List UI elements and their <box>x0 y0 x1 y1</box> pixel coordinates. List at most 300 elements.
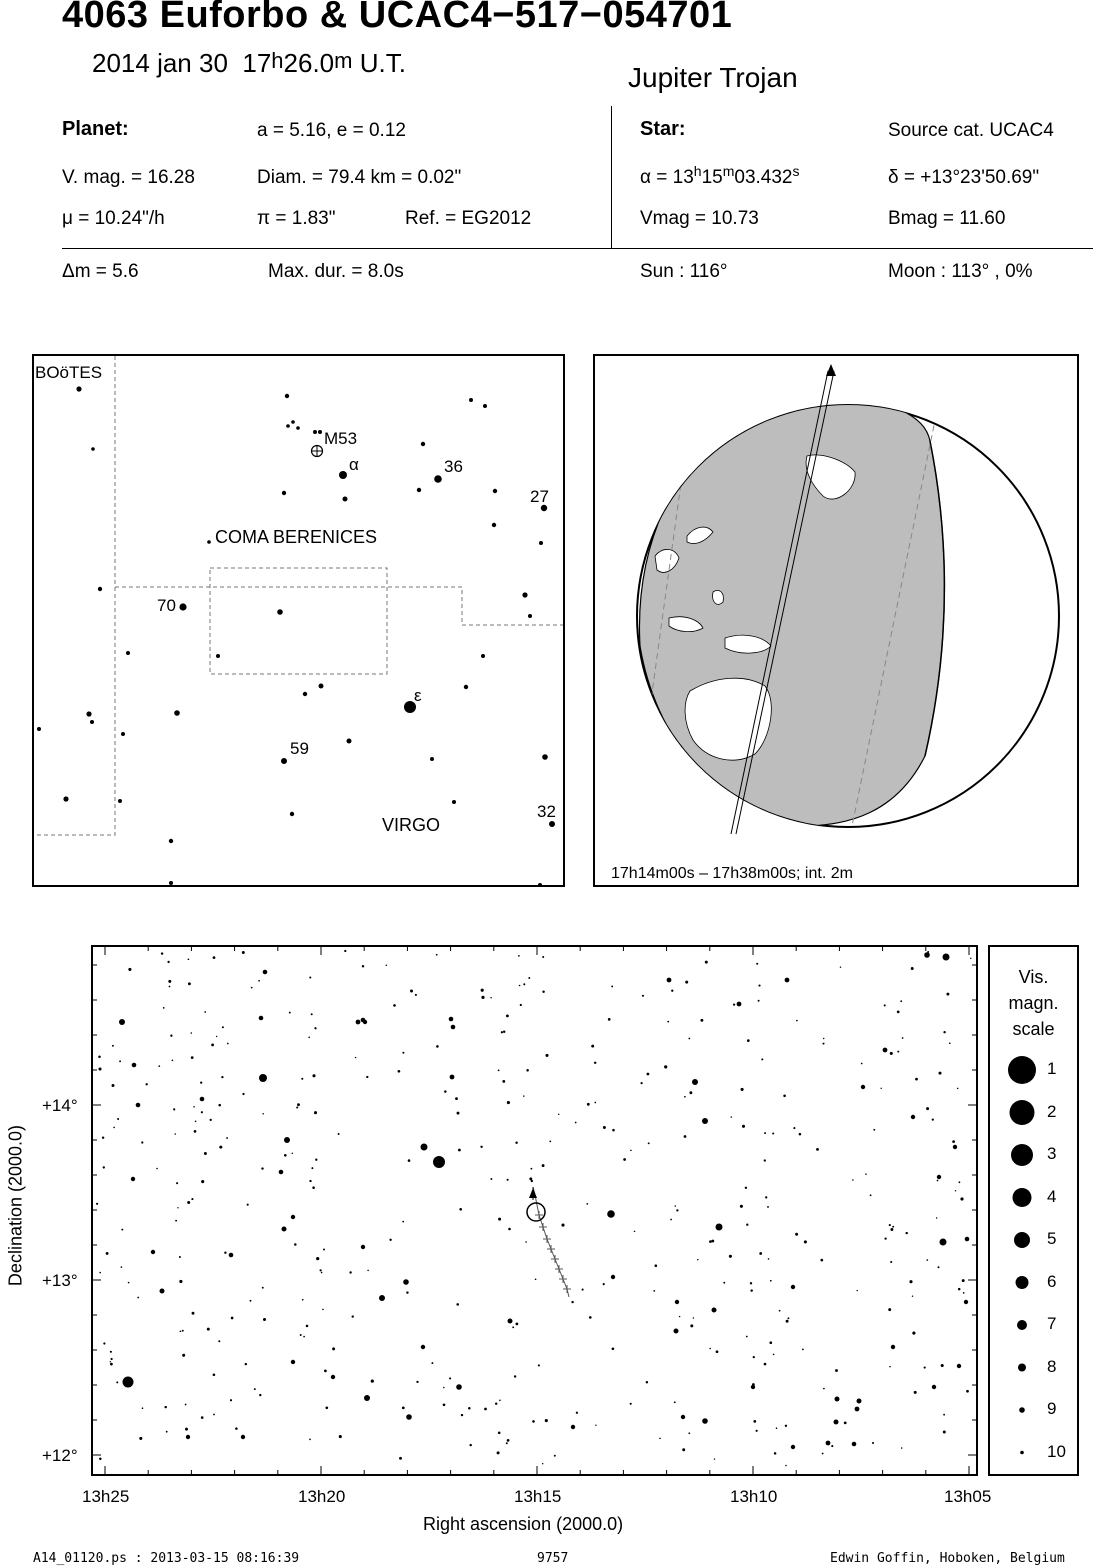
faint-field-star <box>671 990 673 992</box>
x-tick-13h05: 13h05 <box>944 1487 992 1506</box>
detail-star-field <box>93 947 976 1474</box>
faint-field-star <box>603 1126 606 1129</box>
y-tick-14: +14° <box>42 1096 78 1115</box>
faint-field-star <box>322 1309 324 1311</box>
faint-field-star <box>761 1058 763 1060</box>
faint-field-star <box>776 1427 778 1429</box>
faint-field-star <box>218 1104 221 1107</box>
footer-file-info: A14_01120.ps : 2013-03-15 08:16:39 <box>33 1551 300 1566</box>
field-star <box>891 1345 895 1349</box>
finder-star <box>319 684 324 689</box>
faint-field-star <box>892 1226 894 1228</box>
faint-field-star <box>263 1318 266 1321</box>
finder-star <box>538 883 542 885</box>
header-divider <box>62 248 1093 249</box>
finder-star <box>277 609 283 615</box>
field-star <box>151 1250 155 1254</box>
faint-field-star <box>324 1370 327 1373</box>
finder-star <box>179 603 186 610</box>
faint-field-star <box>284 1154 287 1157</box>
faint-field-star <box>174 1133 176 1135</box>
finder-star <box>296 426 300 430</box>
legend-magnitude-dot <box>1017 1320 1027 1330</box>
field-star <box>826 1441 831 1446</box>
faint-field-star <box>518 955 520 957</box>
field-star <box>883 1048 888 1053</box>
faint-field-star <box>191 1056 194 1059</box>
faint-field-star <box>941 1364 944 1367</box>
faint-field-star <box>752 1383 755 1386</box>
faint-field-star <box>247 1204 249 1206</box>
faint-field-star <box>785 1425 787 1427</box>
faint-field-star <box>924 1367 926 1369</box>
faint-field-star <box>714 1458 715 1459</box>
faint-field-star <box>684 1135 687 1138</box>
finder-star <box>343 497 348 502</box>
faint-field-star <box>393 1004 396 1007</box>
faint-field-star <box>204 1152 207 1155</box>
field-star <box>911 1115 915 1119</box>
finder-star <box>285 394 289 398</box>
faint-field-star <box>457 1112 460 1115</box>
star-ra-hours: α = 13 <box>640 167 694 188</box>
faint-field-star <box>469 1444 471 1446</box>
finder-star <box>63 796 68 801</box>
shadow-direction-arrow-icon <box>826 364 836 376</box>
legend-title-line2: magn. <box>1008 993 1059 1013</box>
faint-field-star <box>535 1278 537 1280</box>
finder-star <box>339 471 347 479</box>
faint-field-star <box>731 1116 732 1117</box>
finder-star <box>90 720 94 724</box>
faint-field-star <box>970 958 971 959</box>
finder-chart-panel <box>32 354 565 887</box>
star-ra-m-unit: m <box>722 163 735 179</box>
faint-field-star <box>594 1102 596 1104</box>
faint-field-star <box>943 1031 945 1033</box>
faint-field-star <box>576 1412 578 1414</box>
faint-field-star <box>314 1027 316 1029</box>
faint-field-star <box>587 1103 590 1106</box>
faint-field-star <box>799 1133 802 1136</box>
faint-field-star <box>889 1366 891 1368</box>
faint-field-star <box>856 1290 857 1291</box>
faint-field-star <box>575 1122 577 1124</box>
field-star <box>421 1144 428 1151</box>
faint-field-star <box>630 1403 632 1405</box>
x-tick-13h15: 13h15 <box>514 1487 562 1506</box>
field-star <box>361 1245 365 1249</box>
time-minutes-unit: m <box>334 48 353 73</box>
finder-star <box>303 692 307 696</box>
faint-field-star <box>912 1296 913 1297</box>
faint-field-star <box>242 1093 244 1095</box>
faint-field-star <box>190 1032 192 1034</box>
faint-field-star <box>204 1011 206 1013</box>
faint-field-star <box>844 1422 847 1425</box>
faint-field-star <box>103 1166 105 1168</box>
faint-field-star <box>746 1224 748 1226</box>
faint-field-star <box>224 1252 226 1254</box>
field-star <box>421 1345 425 1349</box>
faint-field-star <box>960 1197 963 1200</box>
faint-field-star <box>323 1249 325 1251</box>
finder-star <box>207 540 211 544</box>
faint-field-star <box>785 1465 787 1467</box>
star-bmag: Bmag = 11.60 <box>888 208 1006 229</box>
faint-field-star <box>507 1101 510 1104</box>
faint-field-star <box>711 1240 714 1243</box>
faint-field-star <box>911 967 914 970</box>
faint-field-star <box>897 1011 900 1014</box>
faint-field-star <box>884 1004 886 1006</box>
star-ra-minutes: 15 <box>701 167 723 188</box>
landmass-islands <box>713 590 724 604</box>
finder-star <box>452 800 456 804</box>
faint-field-star <box>188 958 190 960</box>
field-star <box>186 1435 190 1439</box>
faint-field-star <box>176 1182 178 1184</box>
star-ra-s-unit: s <box>792 163 800 179</box>
faint-field-star <box>932 1119 934 1121</box>
faint-field-star <box>292 1153 293 1154</box>
faint-field-star <box>688 1432 690 1434</box>
finder-chart <box>34 356 563 885</box>
field-star <box>667 978 672 983</box>
faint-field-star <box>542 1164 545 1167</box>
faint-field-star <box>873 1129 875 1131</box>
faint-field-star <box>835 1369 838 1372</box>
star-right-ascension <box>640 163 800 189</box>
finder-star <box>169 881 173 885</box>
faint-field-star <box>191 1198 193 1200</box>
faint-field-star <box>740 1205 743 1208</box>
faint-field-star <box>112 1045 114 1047</box>
faint-field-star <box>498 1432 501 1435</box>
faint-field-star <box>503 1030 505 1032</box>
faint-field-star <box>558 1114 559 1115</box>
faint-field-star <box>119 1060 121 1062</box>
faint-field-star <box>297 1103 300 1106</box>
field-star <box>356 1020 361 1025</box>
faint-field-star <box>756 1430 758 1432</box>
faint-field-star <box>309 1180 311 1182</box>
faint-field-star <box>946 993 949 996</box>
field-star <box>229 1253 234 1258</box>
faint-field-star <box>795 1233 798 1236</box>
faint-field-star <box>227 1043 229 1045</box>
faint-field-star <box>768 1258 770 1260</box>
legend-magnitude-label: 6 <box>1047 1271 1057 1291</box>
faint-field-star <box>468 1407 471 1410</box>
faint-field-star <box>943 1431 946 1434</box>
faint-field-star <box>139 1437 142 1440</box>
faint-field-star <box>595 1424 596 1425</box>
field-star <box>940 1239 947 1246</box>
planet-motion: μ = 10.24"/h <box>62 208 165 229</box>
faint-field-star <box>415 994 417 996</box>
column-divider <box>611 106 612 248</box>
faint-field-star <box>705 961 708 964</box>
faint-field-star <box>612 1129 615 1132</box>
legend-magnitude-label: 2 <box>1047 1101 1057 1121</box>
faint-field-star <box>515 1322 518 1325</box>
faint-field-star <box>230 1399 232 1401</box>
faint-field-star <box>889 1224 891 1226</box>
faint-field-star <box>745 1187 747 1189</box>
faint-field-star <box>634 1231 636 1233</box>
finder-star <box>290 812 294 816</box>
faint-field-star <box>520 1004 522 1006</box>
faint-field-star <box>455 1097 458 1100</box>
faint-field-star <box>332 1347 335 1350</box>
faint-field-star <box>831 1445 833 1447</box>
faint-field-star <box>103 1342 105 1344</box>
faint-field-star <box>172 1059 174 1061</box>
faint-field-star <box>113 1127 115 1129</box>
faint-field-star <box>261 1167 263 1169</box>
faint-field-star <box>110 1361 111 1362</box>
faint-field-star <box>316 1257 319 1260</box>
field-star <box>279 1170 284 1175</box>
finder-star <box>434 475 442 483</box>
faint-field-star <box>175 1220 177 1222</box>
label-36: 36 <box>444 457 463 476</box>
faint-field-star <box>655 1264 658 1267</box>
faint-field-star <box>128 968 131 971</box>
faint-field-star <box>235 1427 238 1430</box>
field-star <box>674 1329 679 1334</box>
faint-field-star <box>531 1180 533 1182</box>
faint-field-star <box>756 963 758 965</box>
planet-heading: Planet: <box>62 118 129 140</box>
detail-field-outline <box>210 568 387 674</box>
faint-field-star <box>962 1279 965 1282</box>
legend-magnitude-label: 8 <box>1047 1356 1057 1376</box>
faint-field-star <box>371 1380 374 1383</box>
planet-parallax: π = 1.83" <box>257 208 336 229</box>
faint-field-star <box>110 1351 112 1353</box>
faint-field-star <box>303 1336 305 1338</box>
faint-field-star <box>647 1073 650 1076</box>
field-star <box>855 1407 860 1412</box>
label-bootes: BOöTES <box>35 363 103 382</box>
faint-field-star <box>507 1179 509 1181</box>
faint-field-star <box>137 1297 139 1299</box>
faint-field-star <box>245 1363 247 1365</box>
faint-field-star <box>188 982 191 985</box>
field-star <box>451 1025 456 1030</box>
finder-star <box>493 489 497 493</box>
field-star <box>200 1097 205 1102</box>
faint-field-star <box>461 1414 463 1416</box>
finder-star <box>281 758 287 764</box>
faint-field-star <box>963 1292 965 1294</box>
faint-field-star <box>311 1013 313 1015</box>
faint-field-star <box>201 1180 204 1183</box>
faint-field-star <box>545 1054 548 1057</box>
faint-field-star <box>408 1159 411 1162</box>
faint-field-star <box>306 1325 309 1328</box>
field-star <box>932 1385 936 1389</box>
faint-field-star <box>582 1289 584 1291</box>
faint-field-star <box>502 1080 505 1083</box>
faint-field-star <box>675 1329 677 1331</box>
field-star <box>791 1445 795 1449</box>
faint-field-star <box>542 990 544 992</box>
y-tick-12: +12° <box>42 1446 78 1465</box>
legend-title-line1: Vis. <box>1018 967 1049 987</box>
detail-star-chart <box>91 945 978 1476</box>
faint-field-star <box>367 1270 369 1272</box>
field-star <box>123 1377 134 1388</box>
faint-field-star <box>746 1336 748 1338</box>
faint-field-star <box>121 1229 123 1231</box>
faint-field-star <box>586 1203 588 1205</box>
faint-field-star <box>897 1051 899 1053</box>
faint-field-star <box>729 1255 732 1258</box>
faint-field-star <box>890 1052 893 1055</box>
faint-field-star <box>709 1240 712 1243</box>
finder-star <box>464 685 468 689</box>
faint-field-star <box>675 1205 677 1207</box>
faint-field-star <box>804 1240 807 1243</box>
faint-field-star <box>783 1095 786 1098</box>
faint-field-star <box>106 1252 109 1255</box>
label-70: 70 <box>157 596 176 615</box>
finder-star <box>291 420 295 424</box>
faint-field-star <box>201 1416 204 1419</box>
occulted-star-marker <box>527 1203 545 1221</box>
faint-field-star <box>443 1403 446 1406</box>
faint-field-star <box>99 1272 101 1274</box>
faint-field-star <box>410 990 413 993</box>
star-ra-h-unit: h <box>693 163 702 179</box>
faint-field-star <box>116 1381 118 1383</box>
faint-field-star <box>296 1106 298 1108</box>
faint-field-star <box>211 1043 214 1046</box>
finder-star <box>118 799 122 803</box>
faint-field-star <box>884 1237 886 1239</box>
faint-field-star <box>512 1326 514 1328</box>
faint-field-star <box>498 1070 500 1072</box>
legend-magnitude-label: 10 <box>1047 1441 1066 1461</box>
faint-field-star <box>549 1141 551 1143</box>
faint-field-star <box>506 1442 508 1444</box>
faint-field-star <box>786 1320 789 1323</box>
track-arrow-icon <box>529 1188 537 1198</box>
field-star <box>241 1435 245 1439</box>
faint-field-star <box>497 1451 500 1454</box>
faint-field-star <box>542 1463 543 1464</box>
faint-field-star <box>508 1228 511 1231</box>
object-type: Jupiter Trojan <box>628 62 798 93</box>
field-star <box>957 1364 961 1368</box>
faint-field-star <box>156 1168 158 1170</box>
legend-magnitude-label: 7 <box>1047 1314 1057 1333</box>
faint-field-star <box>623 1158 626 1161</box>
faint-field-star <box>366 1076 368 1078</box>
faint-field-star <box>112 1084 115 1087</box>
faint-field-star <box>901 1447 903 1449</box>
field-star <box>835 1397 840 1402</box>
night-side-shadow <box>639 386 944 826</box>
star-heading: Star: <box>640 118 686 140</box>
faint-field-star <box>339 1435 342 1438</box>
finder-star <box>286 424 290 428</box>
faint-field-star <box>262 1287 264 1289</box>
faint-field-star <box>779 1310 781 1312</box>
faint-field-star <box>787 1317 789 1319</box>
faint-field-star <box>608 1018 611 1021</box>
faint-field-star <box>759 1252 762 1255</box>
faint-field-star <box>213 956 216 959</box>
faint-field-star <box>325 1406 328 1409</box>
faint-field-star <box>185 1404 187 1406</box>
faint-field-star <box>773 1354 775 1356</box>
faint-field-star <box>966 1390 969 1393</box>
faint-field-star <box>937 1180 939 1182</box>
faint-field-star <box>538 1364 540 1366</box>
faint-field-star <box>187 1201 190 1204</box>
time-suffix: U.T. <box>352 48 406 78</box>
faint-field-star <box>201 1111 203 1113</box>
field-star <box>924 952 930 958</box>
event-datetime <box>92 48 406 79</box>
time-hours-unit: h <box>271 48 284 73</box>
legend-magnitude-dot <box>1018 1364 1026 1372</box>
faint-field-star <box>949 1042 951 1044</box>
faint-field-star <box>251 987 253 989</box>
faint-field-star <box>515 1141 517 1143</box>
faint-field-star <box>309 1439 311 1441</box>
faint-field-star <box>362 965 364 967</box>
faint-field-star <box>458 1149 461 1152</box>
label-27: 27 <box>530 487 549 506</box>
field-star <box>132 1063 137 1068</box>
faint-field-star <box>591 1045 594 1048</box>
faint-field-star <box>957 1088 959 1090</box>
faint-field-star <box>314 1111 317 1114</box>
faint-field-star <box>168 980 171 983</box>
faint-field-star <box>213 1374 216 1377</box>
field-star <box>692 1079 698 1085</box>
field-star <box>259 1016 264 1021</box>
finder-star <box>481 654 485 658</box>
faint-field-star <box>121 1266 123 1268</box>
faint-field-star <box>179 1280 182 1283</box>
label-alpha: α <box>349 455 359 474</box>
legend-dots <box>990 947 1077 1474</box>
faint-field-star <box>399 1457 402 1460</box>
finder-star <box>216 654 220 658</box>
faint-field-star <box>179 1256 181 1258</box>
finder-star <box>126 651 130 655</box>
faint-field-star <box>349 1271 351 1273</box>
legend-magnitude-label: 5 <box>1047 1229 1057 1248</box>
earth-globe-map <box>595 356 1077 885</box>
field-star <box>160 1289 165 1294</box>
faint-field-star <box>355 1057 356 1058</box>
field-star <box>364 1395 370 1401</box>
finder-star <box>542 754 548 760</box>
faint-field-star <box>308 1036 310 1038</box>
faint-field-star <box>822 1043 824 1045</box>
faint-field-star <box>772 1132 774 1134</box>
field-star <box>263 970 268 975</box>
faint-field-star <box>926 1107 929 1110</box>
faint-field-star <box>700 1019 703 1022</box>
